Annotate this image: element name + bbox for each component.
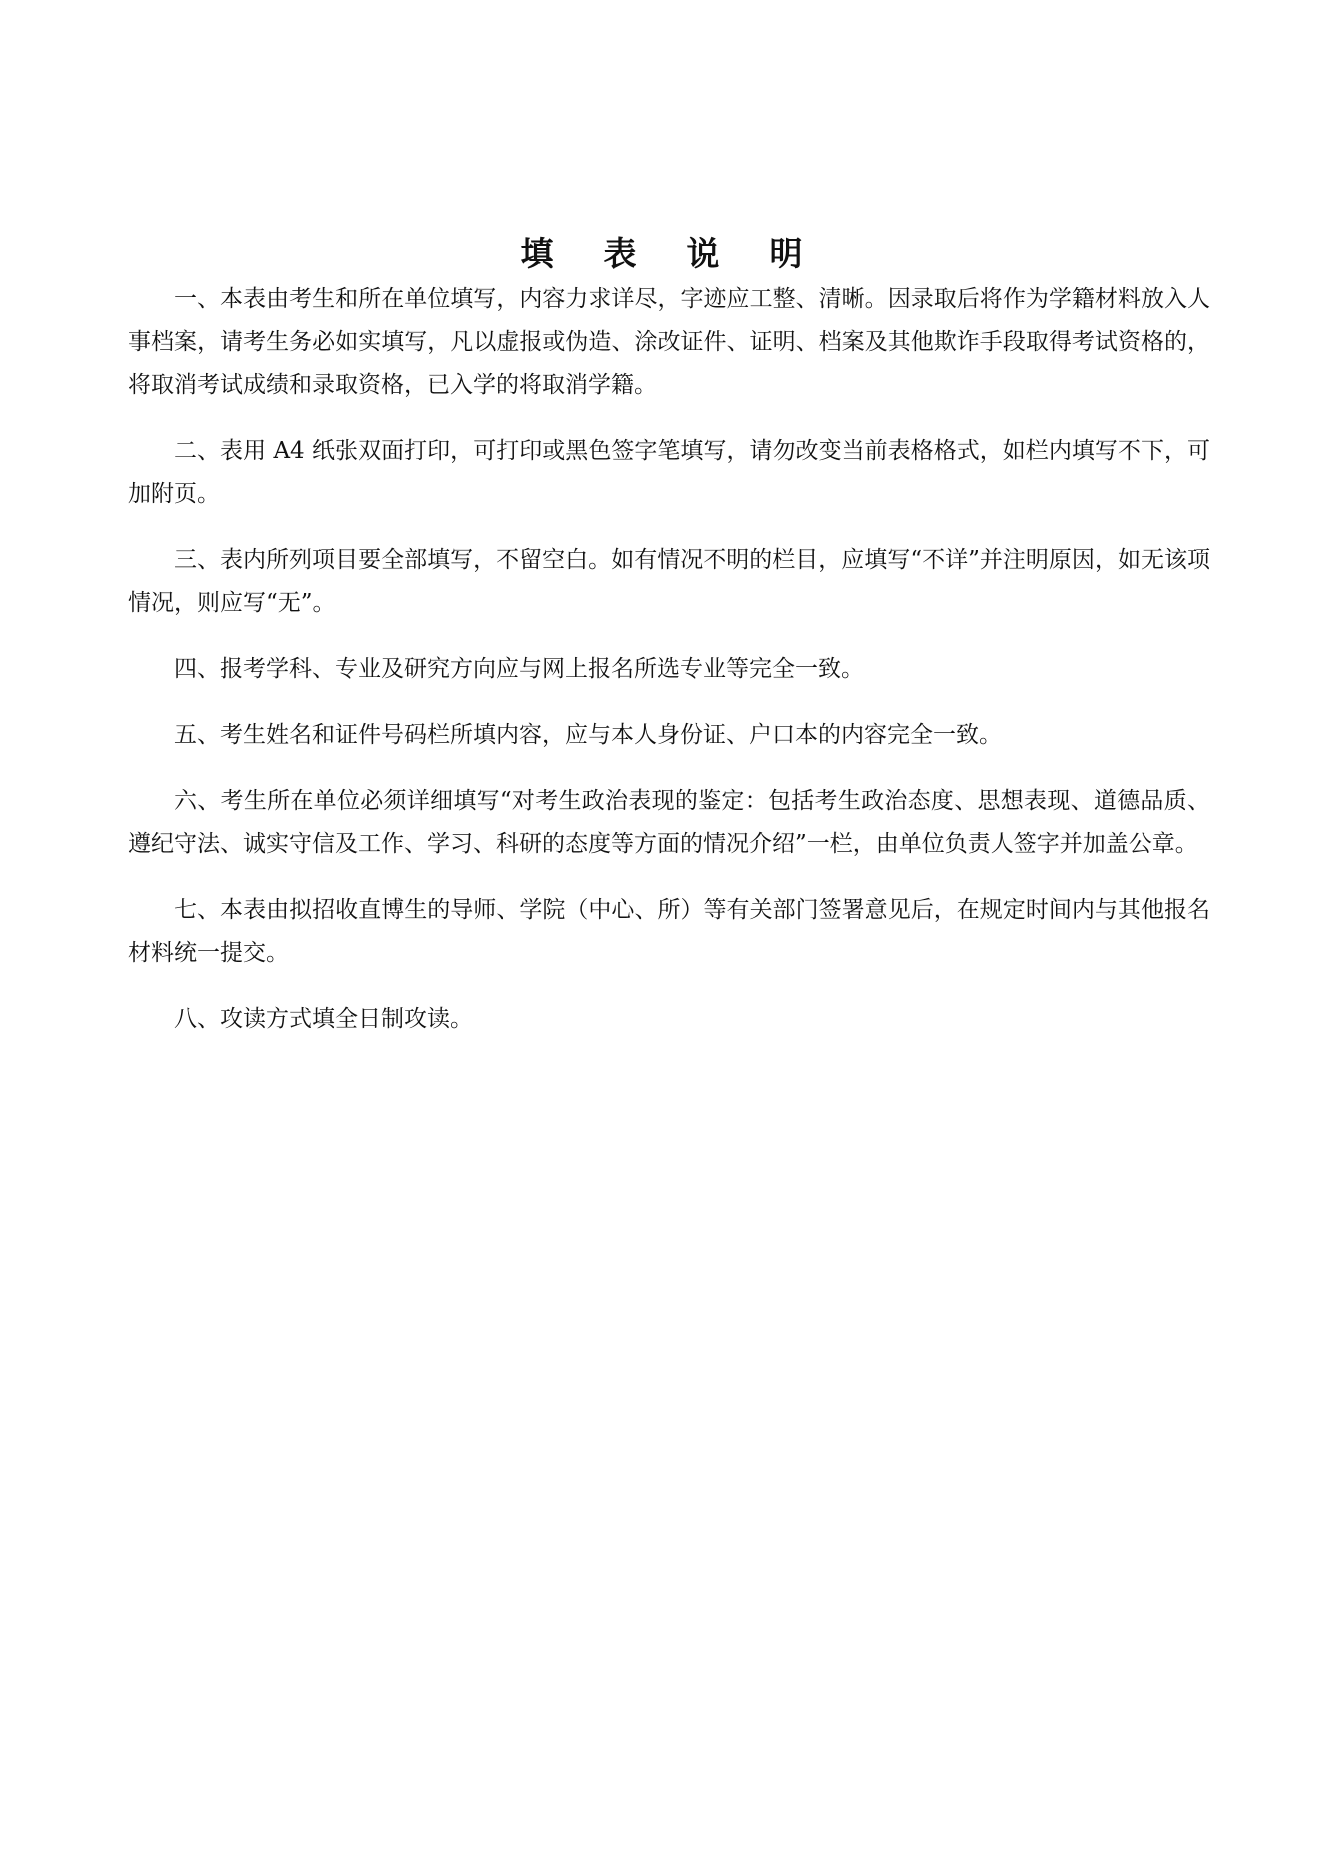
title-char-1: 填: [520, 234, 556, 273]
instruction-paragraph-3: 三、表内所列项目要全部填写，不留空白。如有情况不明的栏目，应填写“不详”并注明原因，如无该项情况，则应写“无”。: [128, 547, 1210, 616]
instruction-paragraph-1: 一、本表由考生和所在单位填写，内容力求详尽，字迹应工整、清晰。因录取后将作为学籍材料放入人事档案，请考生务必如实填写，凡以虚报或伪造、涂改证件、证明、档案及其他欺诈手段取得考试资格的，将取消考试成绩和录取资格，已入学的将取消学籍。: [128, 286, 1210, 398]
title-char-4: 明: [769, 234, 805, 273]
instruction-paragraph-6: 六、考生所在单位必须详细填写“对考生政治表现的鉴定：包括考生政治态度、思想表现、道德品质、遵纪守法、诚实守信及工作、学习、科研的态度等方面的情况介绍”一栏，由单位负责人签字并加盖公章。: [128, 788, 1210, 857]
instruction-paragraph-8: 八、攻读方式填全日制攻读。: [174, 1006, 473, 1032]
instruction-paragraph-5: 五、考生姓名和证件号码栏所填内容，应与本人身份证、户口本的内容完全一致。: [174, 722, 1002, 748]
instructions-body: [128, 278, 1210, 1041]
title-char-3: 说: [686, 234, 722, 273]
instruction-paragraph-7: 七、本表由拟招收直博生的导师、学院（中心、所）等有关部门签署意见后，在规定时间内与其他报名材料统一提交。: [128, 897, 1210, 966]
instruction-paragraph-4: 四、报考学科、专业及研究方向应与网上报名所选专业等完全一致。: [174, 656, 864, 682]
instruction-paragraph-2: 二、表用 A4 纸张双面打印，可打印或黑色签字笔填写，请勿改变当前表格格式，如栏内填写不下，可加附页。: [128, 438, 1210, 507]
page-title: [0, 230, 1323, 278]
title-char-2: 表: [603, 234, 639, 273]
